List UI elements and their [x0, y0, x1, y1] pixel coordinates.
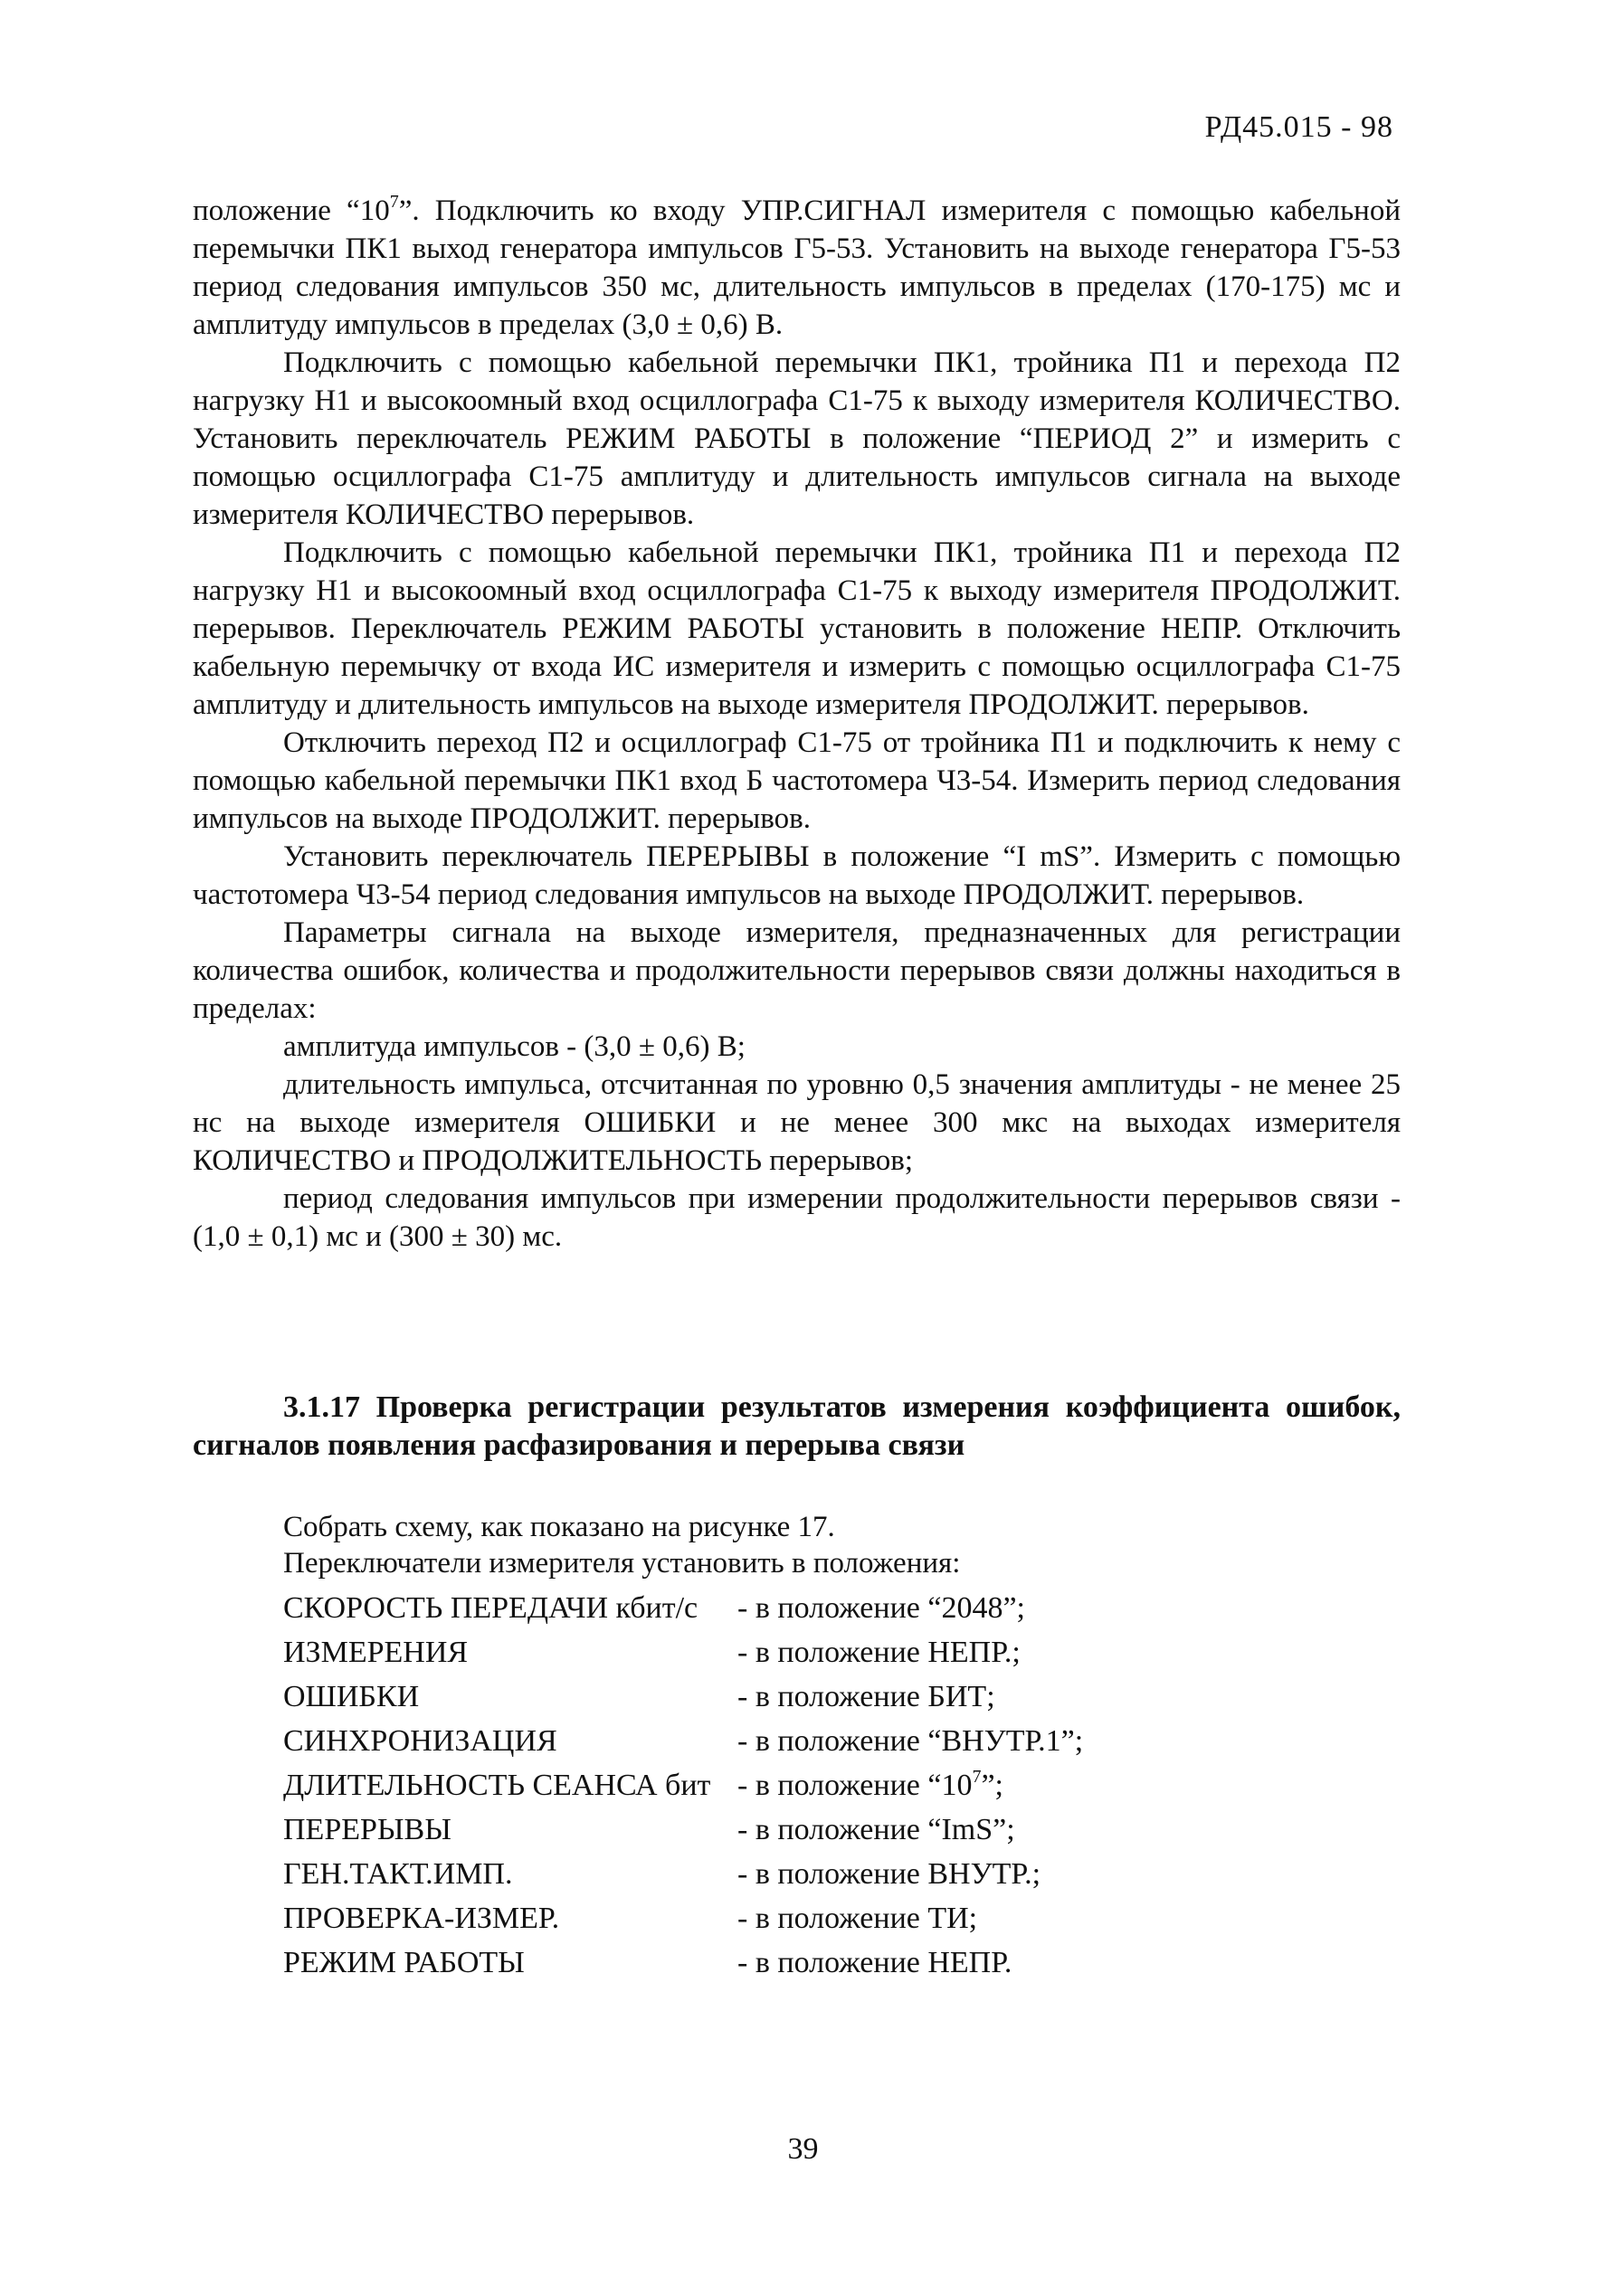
setting-row: [283, 1896, 1083, 1940]
paragraph-quantity-output: Подключить с помощью кабельной перемычки ПК1, тройника П1 и перехода П2 нагрузку Н1 и высокоомный вход осциллографа С1-75 к выходу измерителя КОЛИЧЕСТВО. Установить переключатель РЕЖИМ РАБОТЫ в положение “ПЕРИОД 2” и измерить с помощью осциллографа С1-75 амплитуду и длительность импульсов сигнала на выходе измерителя КОЛИЧЕСТВО перерывов.: [193, 346, 1401, 531]
setting-row: [283, 1630, 1083, 1675]
paragraph-frequency-meter: Отключить переход П2 и осциллограф С1-75 от тройника П1 и подключить к нему с помощью кабельной перемычки ПК1 вход Б частотомера Ч3-54. Измерить период следования импульсов на выходе ПРОДОЛЖИТ. перерывов.: [193, 726, 1401, 835]
setting-value: [737, 1763, 1003, 1807]
setting-value: - в положение БИТ;: [737, 1680, 995, 1713]
setting-value: - в положение “2048”;: [737, 1591, 1025, 1625]
paragraph-breaks-switch: Установить переключатель ПЕРЕРЫВЫ в положение “I mS”. Измерить с помощью частотомера Ч3-54 период следования импульсов на выходе ПРОДОЛЖИТ. перерывов.: [193, 840, 1401, 911]
setting-row: [283, 1763, 1083, 1807]
setting-name: ОШИБКИ: [283, 1680, 420, 1713]
exponent: 7: [389, 192, 399, 212]
setting-row: [283, 1675, 1083, 1719]
setting-row: [283, 1719, 1083, 1763]
setting-value: - в положение “ВНУТР.1”;: [737, 1724, 1084, 1758]
setting-name: ДЛИТЕЛЬНОСТЬ СЕАНСА бит: [283, 1769, 711, 1802]
param-pulse-period: период следования импульсов при измерении продолжительности перерывов связи - (1,0 ± 0,1) мс и (300 ± 30) мс.: [193, 1182, 1401, 1253]
procedure-intro: [283, 1509, 1401, 1581]
setting-value: - в положение ВНУТР.;: [737, 1857, 1041, 1891]
setting-row: [283, 1852, 1083, 1896]
paragraph-text: ”. Подключить ко входу УПР.СИГНАЛ измерителя с помощью кабельной перемычки ПК1 выход генератора импульсов Г5-53. Установить на выходе генератора Г5-53 период следования импульсов 350 мс, длительность импульсов в пределах (170-175) мс и амплитуду импульсов в пределах (3,0 ± 0,6) В.: [193, 194, 1401, 341]
switch-settings-list: [283, 1586, 1083, 1985]
setting-value-text: - в положение “10: [737, 1769, 973, 1802]
paragraph-duration-output: Подключить с помощью кабельной перемычки ПК1, тройника П1 и перехода П2 нагрузку Н1 и высокоомный вход осциллографа С1-75 к выходу измерителя ПРОДОЛЖИТ. перерывов. Переключатель РЕЖИМ РАБОТЫ установить в положение НЕПР. Отключить кабельную перемычку от входа ИС измерителя и измерить с помощью осциллографа С1-75 амплитуду и длительность импульсов на выходе измерителя ПРОДОЛЖИТ. перерывов.: [193, 536, 1401, 721]
setting-name: СКОРОСТЬ ПЕРЕДАЧИ кбит/с: [283, 1591, 698, 1625]
document-code: РД45.015 - 98: [1204, 110, 1393, 144]
paragraph-continuation: [193, 192, 1401, 344]
paragraph-text: положение “10: [193, 194, 390, 227]
procedure-line: Собрать схему, как показано на рисунке 17.: [283, 1511, 835, 1543]
setting-name: СИНХРОНИЗАЦИЯ: [283, 1724, 557, 1758]
setting-name: ПЕРЕРЫВЫ: [283, 1813, 451, 1846]
page-number: 39: [787, 2132, 819, 2166]
body-text: [193, 192, 1401, 1256]
setting-name: ГЕН.ТАКТ.ИМП.: [283, 1857, 513, 1891]
setting-value: - в положение НЕПР.: [737, 1946, 1012, 1979]
setting-row: [283, 1940, 1083, 1985]
setting-row: [283, 1586, 1083, 1630]
param-amplitude: амплитуда импульсов - (3,0 ± 0,6) В;: [283, 1030, 746, 1063]
setting-name: ПРОВЕРКА-ИЗМЕР.: [283, 1902, 560, 1935]
setting-name: РЕЖИМ РАБОТЫ: [283, 1946, 525, 1979]
setting-value-text: ”;: [981, 1769, 1003, 1802]
param-pulse-duration: длительность импульса, отсчитанная по уровню 0,5 значения амплитуды - не менее 25 нс на выходе измерителя ОШИБКИ и не менее 300 мкс на выходах измерителя КОЛИЧЕСТВО и ПРОДОЛЖИТЕЛЬНОСТЬ перерывов;: [193, 1068, 1401, 1177]
setting-value: - в положение “ImS”;: [737, 1813, 1015, 1846]
section-heading: 3.1.17 Проверка регистрации результатов измерения коэффициента ошибок, сигналов появления расфазирования и перерыва связи: [193, 1390, 1401, 1462]
setting-value: - в положение НЕПР.;: [737, 1636, 1021, 1669]
paragraph-signal-params: Параметры сигнала на выходе измерителя, предназначенных для регистрации количества ошибок, количества и продолжительности перерывов связи должны находиться в пределах:: [193, 916, 1401, 1025]
setting-row: [283, 1807, 1083, 1852]
exponent: 7: [972, 1766, 982, 1787]
setting-name: ИЗМЕРЕНИЯ: [283, 1636, 469, 1669]
setting-value: - в положение ТИ;: [737, 1902, 978, 1935]
procedure-line: Переключатели измерителя установить в положения:: [283, 1547, 961, 1580]
